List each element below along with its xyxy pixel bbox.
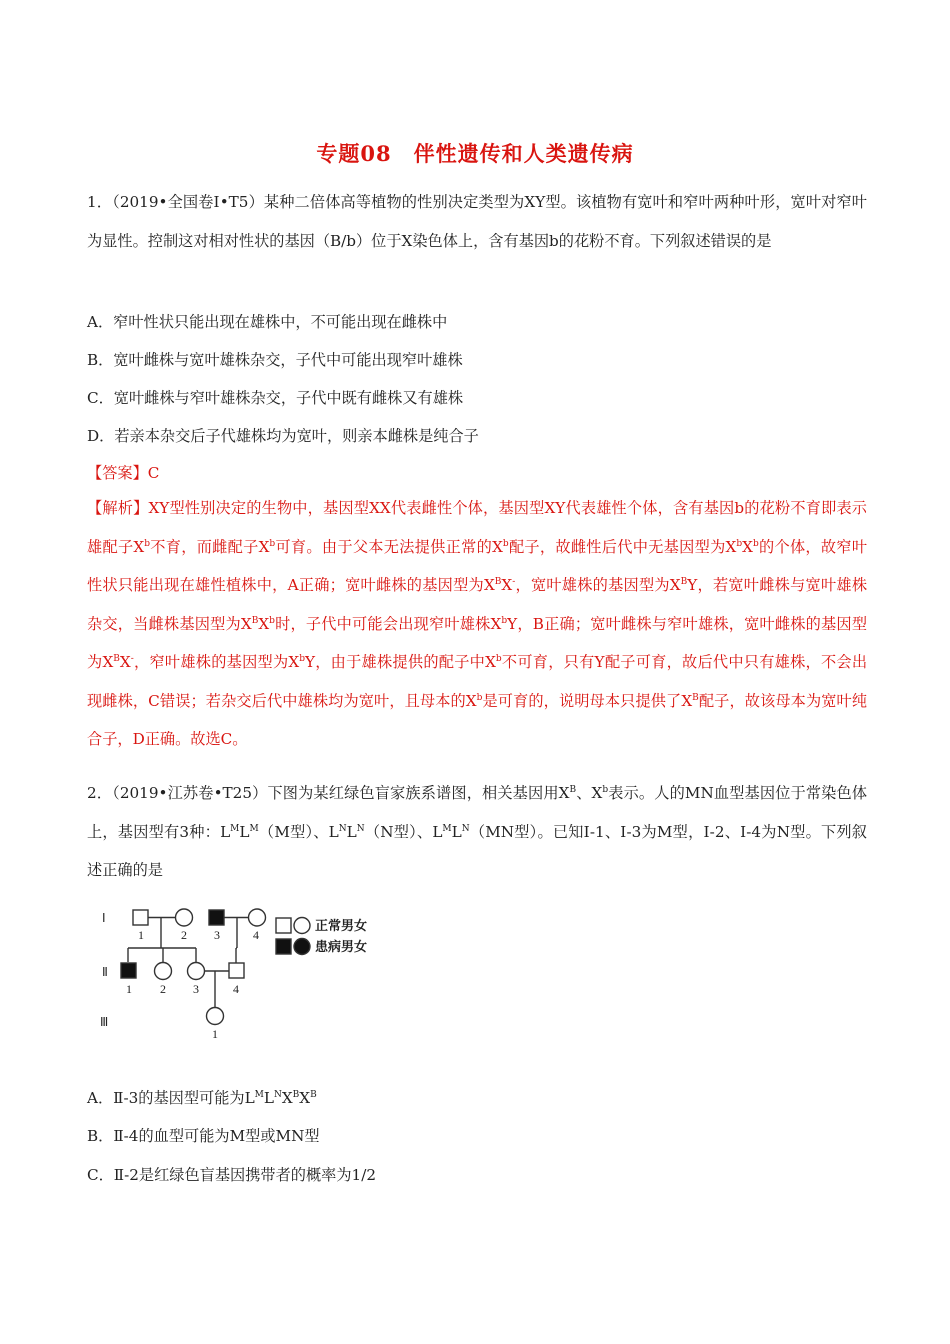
legend-normal-male (276, 918, 291, 933)
sup: b (602, 785, 609, 795)
q2-text: X (281, 1089, 293, 1107)
sup: M (442, 823, 452, 834)
generation-label-1: Ⅰ (102, 911, 106, 925)
sup: b (299, 654, 305, 664)
sup: B (494, 577, 502, 587)
ped-number: 1 (212, 1027, 218, 1041)
sup: B (251, 615, 259, 626)
q2-text: （MN型）。已知Ⅰ-1、Ⅰ-3为M型，Ⅰ-2、Ⅰ-4为N型。下列叙述正确的是 (87, 822, 867, 879)
sup: - (512, 577, 516, 587)
sup: b (736, 538, 743, 549)
q2-text: L (346, 822, 357, 841)
analysis-text: ，宽叶雄株的基因型为X (515, 576, 681, 594)
ped-II1-affected-male (121, 963, 136, 978)
generation-label-3: Ⅲ (100, 1015, 109, 1029)
ped-number: 3 (214, 928, 220, 942)
q2-text: 表示。人的MN血型基因位于常染色体上，基因型有3种：L (87, 784, 868, 841)
analysis-text: 配子，故雌性后代中无基因型为X (508, 537, 737, 556)
analysis-text: 是可育的，说明母本只提供了X (482, 691, 693, 710)
ped-number: 1 (138, 928, 144, 942)
sup: M (254, 1090, 264, 1100)
sup: B (113, 654, 120, 664)
analysis-text: Y，若宽叶雌株与宽叶雄株杂交，当雌株基因型为X (87, 576, 868, 633)
analysis-label: 【解析】 (87, 499, 149, 517)
generation-label-2: Ⅱ (102, 965, 108, 979)
sup: M (230, 823, 240, 834)
sup: N (273, 1090, 282, 1100)
sup: b (269, 538, 276, 549)
legend-affected-label: 患病男女 (315, 940, 368, 955)
ped-I1-normal-male (133, 910, 148, 925)
sup: - (130, 654, 134, 664)
page-title (0, 138, 950, 168)
q2-stem (87, 774, 867, 890)
sup: N (461, 823, 470, 834)
ped-number: 4 (253, 928, 259, 942)
q1-stem: 1．（2019•全国卷Ⅰ•T5）某种二倍体高等植物的性别决定类型为XY型。该植物有宽叶和窄叶两种叶形，宽叶对窄叶为显性。控制这对相对性状的基因（B/b）位于X染色体上，含有基因b的花粉不育。下列叙述错误的是 (87, 193, 867, 250)
sup: N (338, 823, 347, 834)
sup: B (692, 692, 699, 703)
analysis-text: 时，子代中可能会出现窄叶雄株X (274, 614, 502, 633)
analysis-text: 可育。由于父本无法提供正常的X (275, 537, 503, 556)
pedigree-diagram (95, 900, 395, 1045)
title-part-number: 专题08 (316, 141, 392, 166)
q2-option-a (87, 1087, 317, 1108)
title-part-topic: 伴性遗传和人类遗传病 (413, 141, 634, 166)
q1-option-b: B．宽叶雌株与宽叶雄株杂交，子代中可能出现窄叶雄株 (87, 351, 463, 369)
q2-text: A．Ⅱ-3的基因型可能为L (87, 1089, 255, 1107)
analysis-text: X (258, 614, 270, 633)
ped-II3-normal-female (188, 963, 205, 980)
ped-number: 1 (126, 982, 132, 996)
sup: b (476, 692, 483, 703)
analysis-text: X (501, 576, 513, 594)
legend-affected-male (276, 939, 291, 954)
ped-number: 4 (233, 982, 239, 996)
q2-text: L (239, 822, 250, 841)
ped-II2-normal-female (155, 963, 172, 980)
q1-option-c: C．宽叶雌株与窄叶雄株杂交，子代中既有雌株又有雄株 (87, 389, 464, 407)
q2-text: 、X (576, 784, 603, 802)
sup: B (680, 577, 688, 587)
q2-text: （M型）、L (258, 822, 339, 841)
q2-text: （N型）、L (364, 822, 443, 841)
analysis-text: 的个体，故窄叶性状只能出现在雄性植株中，A正确；宽叶雌株的基因型为X (87, 537, 868, 594)
sup: b (752, 538, 759, 549)
q2-text: L (263, 1089, 274, 1107)
ped-number: 2 (160, 982, 166, 996)
q2-text: X (299, 1089, 311, 1107)
ped-I4-normal-female (249, 909, 266, 926)
q2-text: 2．（2019•江苏卷•T25）下图为某红绿色盲家族系谱图，相关基因用X (87, 784, 570, 802)
sup: B (292, 1090, 300, 1100)
ped-II4-normal-male (229, 963, 244, 978)
sup: b (269, 615, 275, 626)
ped-number: 2 (181, 928, 187, 942)
sup: b (495, 654, 502, 664)
q1-option-a: A．窄叶性状只能出现在雄株中，不可能出现在雌株中 (87, 313, 448, 331)
sup: b (502, 538, 509, 549)
legend-normal-label: 正常男女 (315, 919, 368, 934)
q2-option-b: B．Ⅱ-4的血型可能为M型或MN型 (87, 1127, 320, 1145)
analysis-text: X (119, 653, 131, 671)
analysis-text: 不育，而雌配子X (150, 537, 270, 556)
answer-value: C (147, 464, 160, 482)
q1-answer (87, 462, 159, 483)
analysis-text: X (742, 537, 753, 556)
q2-text: L (451, 822, 462, 841)
ped-III1-normal-female (207, 1008, 224, 1025)
q1-option-d: D．若亲本杂交后子代雄株均为宽叶，则亲本雌株是纯合子 (87, 427, 479, 445)
analysis-text: ，窄叶雄株的基因型为X (133, 653, 300, 671)
sup: B (310, 1090, 317, 1100)
sup: B (569, 785, 577, 795)
q2-option-c: C．Ⅱ-2是红绿色盲基因携带者的概率为1/2 (87, 1166, 376, 1184)
answer-label: 【答案】 (87, 464, 148, 482)
analysis-text: XY型性别决定的生物中，基因型XX代表雌性个体，基因型XY代表雄性个体，含有基因b的花粉不育即表示雄配子X (87, 499, 867, 556)
q1-analysis (87, 489, 867, 759)
sup: b (501, 615, 508, 626)
analysis-text: Y，由于雄株提供的配子中X (304, 653, 496, 671)
analysis-text: 配子，故该母本为宽叶纯合子，D正确。故选C。 (87, 691, 868, 748)
legend-normal-female (294, 918, 310, 934)
legend-affected-female (294, 939, 310, 955)
ped-number: 3 (193, 982, 199, 996)
analysis-text: 不可育，只有Y配子可育，故后代中只有雄株，不会出现雌株，C错误；若杂交后代中雄株均为宽叶，且母本的X (87, 653, 868, 710)
sup: b (144, 538, 150, 549)
ped-I3-affected-male (209, 910, 224, 925)
analysis-text: Y，B正确；宽叶雌株与窄叶雄株，宽叶雌株的基因型为X (87, 614, 868, 671)
sup: M (249, 823, 259, 834)
sup: N (356, 823, 365, 834)
ped-I2-normal-female (176, 909, 193, 926)
